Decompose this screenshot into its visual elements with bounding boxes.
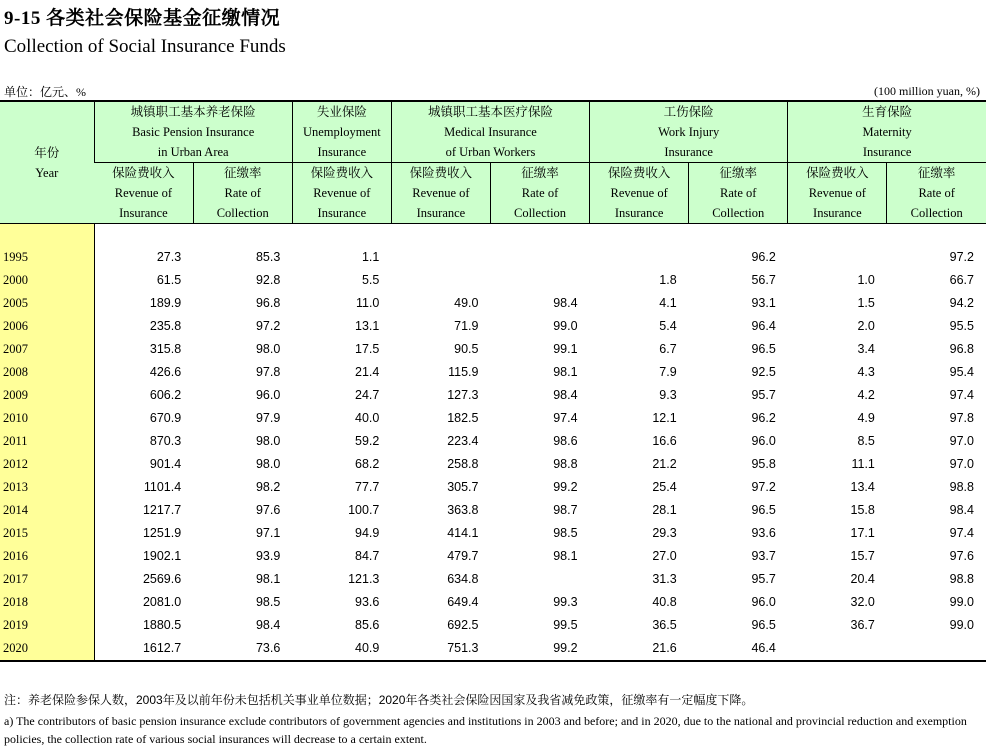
value-cell: 98.8 bbox=[949, 480, 974, 494]
value-cell: 98.0 bbox=[255, 434, 281, 448]
group-header-cn: 城镇职工基本养老保险 bbox=[130, 105, 256, 119]
value-cell: 36.7 bbox=[850, 618, 875, 632]
value-cell bbox=[391, 269, 490, 292]
subheader-label: 保险费收入 bbox=[607, 166, 671, 180]
value-cell: 96.5 bbox=[751, 342, 776, 356]
subheader-label: Collection bbox=[712, 206, 765, 220]
group-header-cn: 生育保险 bbox=[862, 105, 913, 119]
group-header-en: Insurance bbox=[862, 145, 912, 159]
year-cell: 2007 bbox=[0, 338, 94, 361]
subheader-label: Insurance bbox=[614, 206, 664, 220]
value-cell: 3.4 bbox=[857, 342, 875, 356]
value-cell: 97.0 bbox=[949, 457, 974, 471]
subheader-row bbox=[0, 163, 986, 224]
group-header-unemployment bbox=[292, 101, 391, 163]
year-header-en: Year bbox=[35, 165, 59, 180]
value-cell: 46.4 bbox=[689, 637, 788, 661]
value-cell: 98.0 bbox=[255, 457, 281, 471]
subheader-label: Collection bbox=[910, 206, 963, 220]
value-cell: 13.4 bbox=[850, 480, 875, 494]
value-cell: 77.7 bbox=[355, 480, 380, 494]
subheader-label: Insurance bbox=[416, 206, 466, 220]
value-cell: 670.9 bbox=[149, 411, 182, 425]
value-cell: 90.5 bbox=[454, 342, 479, 356]
subheader-label: Revenue of bbox=[610, 186, 668, 200]
value-cell: 71.9 bbox=[454, 319, 479, 333]
value-cell: 99.0 bbox=[949, 595, 974, 609]
spacer-cell bbox=[590, 224, 689, 247]
value-cell: 96.2 bbox=[751, 250, 776, 264]
value-cell: 27.0 bbox=[652, 549, 677, 563]
subheader-label: 征缴率 bbox=[223, 166, 262, 180]
table-row bbox=[0, 476, 986, 499]
value-cell: 40.9 bbox=[292, 637, 391, 661]
value-cell: 5.4 bbox=[659, 319, 677, 333]
subheader-label: Revenue of bbox=[808, 186, 866, 200]
value-cell: 98.1 bbox=[553, 549, 578, 563]
table-row bbox=[0, 384, 986, 407]
year-cell: 2017 bbox=[0, 568, 94, 591]
value-cell: 98.1 bbox=[255, 572, 281, 586]
value-cell: 36.5 bbox=[652, 618, 677, 632]
value-cell: 95.7 bbox=[751, 572, 776, 586]
table-row bbox=[0, 453, 986, 476]
value-cell bbox=[391, 246, 490, 269]
value-cell: 1.0 bbox=[857, 273, 875, 287]
value-cell: 29.3 bbox=[652, 526, 677, 540]
table-header bbox=[0, 101, 986, 224]
revenue-column-header bbox=[391, 163, 490, 224]
value-cell: 98.4 bbox=[553, 296, 578, 310]
page-title-en: Collection of Social Insurance Funds bbox=[4, 36, 286, 57]
unit-label-cn: 单位：亿元、% bbox=[4, 85, 86, 99]
group-header-en: Insurance bbox=[317, 145, 367, 159]
value-cell: 98.7 bbox=[553, 503, 578, 517]
group-header-cn: 失业保险 bbox=[316, 105, 367, 119]
value-cell: 97.2 bbox=[751, 480, 776, 494]
subheader-label: 保险费收入 bbox=[112, 166, 175, 180]
spacer-cell bbox=[94, 224, 193, 247]
year-cell: 2014 bbox=[0, 499, 94, 522]
value-cell: 115.9 bbox=[448, 365, 479, 379]
year-cell: 2013 bbox=[0, 476, 94, 499]
value-cell: 223.4 bbox=[447, 434, 479, 448]
year-column-header bbox=[0, 101, 94, 224]
spacer-cell bbox=[490, 224, 589, 247]
value-cell: 24.7 bbox=[355, 388, 380, 402]
value-cell: 98.8 bbox=[553, 457, 578, 471]
year-cell: 2006 bbox=[0, 315, 94, 338]
value-cell: 870.3 bbox=[149, 434, 182, 448]
value-cell: 85.6 bbox=[355, 618, 380, 632]
spacer-cell bbox=[292, 224, 391, 247]
value-cell: 634.8 bbox=[447, 572, 479, 586]
value-cell: 95.7 bbox=[751, 388, 776, 402]
subheader-label: 征缴率 bbox=[521, 166, 559, 180]
value-cell: 73.6 bbox=[193, 637, 292, 661]
value-cell: 5.5 bbox=[361, 273, 380, 287]
value-cell: 21.4 bbox=[355, 365, 380, 379]
value-cell: 96.4 bbox=[751, 319, 776, 333]
value-cell: 1880.5 bbox=[142, 618, 182, 632]
spacer-cell bbox=[788, 224, 887, 247]
value-cell: 49.0 bbox=[454, 296, 479, 310]
value-cell bbox=[490, 269, 589, 292]
year-cell: 2005 bbox=[0, 292, 94, 315]
spacer-cell bbox=[0, 224, 94, 247]
value-cell: 99.3 bbox=[553, 595, 578, 609]
rate-column-header bbox=[490, 163, 589, 224]
value-cell: 6.7 bbox=[659, 342, 677, 356]
value-cell: 40.0 bbox=[355, 411, 380, 425]
year-cell: 2015 bbox=[0, 522, 94, 545]
year-cell: 2009 bbox=[0, 384, 94, 407]
value-cell: 32.0 bbox=[850, 595, 875, 609]
value-cell: 96.5 bbox=[751, 618, 776, 632]
value-cell: 15.8 bbox=[850, 503, 875, 517]
table-row bbox=[0, 315, 986, 338]
value-cell: 479.7 bbox=[447, 549, 479, 563]
value-cell: 93.6 bbox=[355, 595, 380, 609]
value-cell: 66.7 bbox=[949, 273, 974, 287]
revenue-column-header bbox=[788, 163, 887, 224]
year-cell: 2010 bbox=[0, 407, 94, 430]
value-cell: 1217.7 bbox=[142, 503, 182, 517]
value-cell: 12.1 bbox=[652, 411, 677, 425]
value-cell: 97.8 bbox=[949, 411, 974, 425]
group-header-en: of Urban Workers bbox=[445, 145, 536, 159]
subheader-label: Rate of bbox=[224, 186, 261, 200]
table-row bbox=[0, 246, 986, 269]
revenue-column-header bbox=[292, 163, 391, 224]
subheader-label: 征缴率 bbox=[719, 166, 757, 180]
value-cell: 99.2 bbox=[490, 637, 589, 661]
value-cell: 127.3 bbox=[447, 388, 479, 402]
value-cell: 16.6 bbox=[652, 434, 677, 448]
value-cell: 96.8 bbox=[255, 296, 281, 310]
value-cell: 17.1 bbox=[850, 526, 875, 540]
value-cell bbox=[788, 637, 887, 661]
group-header-work-injury bbox=[590, 101, 788, 163]
subheader-label: Collection bbox=[513, 206, 567, 220]
value-cell: 98.4 bbox=[949, 503, 974, 517]
value-cell: 20.4 bbox=[850, 572, 875, 586]
spacer-row bbox=[0, 224, 986, 247]
group-header-en: Insurance bbox=[664, 145, 713, 159]
table-row bbox=[0, 499, 986, 522]
value-cell: 9.3 bbox=[659, 388, 677, 402]
value-cell: 59.2 bbox=[355, 434, 380, 448]
value-cell: 1902.1 bbox=[142, 549, 182, 563]
value-cell: 31.3 bbox=[652, 572, 677, 586]
value-cell: 99.0 bbox=[949, 618, 974, 632]
data-table bbox=[0, 100, 986, 662]
value-cell: 99.2 bbox=[553, 480, 578, 494]
value-cell: 97.1 bbox=[255, 526, 281, 540]
value-cell: 94.2 bbox=[949, 296, 974, 310]
group-header-medical bbox=[391, 101, 589, 163]
value-cell: 25.4 bbox=[652, 480, 677, 494]
table-row bbox=[0, 407, 986, 430]
year-cell: 2012 bbox=[0, 453, 94, 476]
value-cell: 96.0 bbox=[751, 595, 776, 609]
value-cell: 97.6 bbox=[949, 549, 974, 563]
value-cell: 4.1 bbox=[659, 296, 677, 310]
spacer-cell bbox=[193, 224, 292, 247]
value-cell: 92.5 bbox=[751, 365, 776, 379]
value-cell: 258.8 bbox=[447, 457, 479, 471]
year-cell: 1995 bbox=[0, 246, 94, 269]
table-row bbox=[0, 614, 986, 637]
value-cell: 1.1 bbox=[361, 250, 380, 264]
table-row bbox=[0, 522, 986, 545]
value-cell: 95.5 bbox=[949, 319, 974, 333]
value-cell: 751.3 bbox=[391, 637, 490, 661]
value-cell: 315.8 bbox=[149, 342, 182, 356]
value-cell: 93.1 bbox=[751, 296, 776, 310]
year-cell: 2008 bbox=[0, 361, 94, 384]
value-cell: 98.5 bbox=[553, 526, 578, 540]
value-cell: 692.5 bbox=[447, 618, 479, 632]
value-cell: 182.5 bbox=[447, 411, 479, 425]
subheader-label: Insurance bbox=[119, 206, 168, 220]
value-cell: 98.5 bbox=[255, 595, 281, 609]
value-cell: 68.2 bbox=[355, 457, 380, 471]
value-cell: 99.1 bbox=[553, 342, 578, 356]
value-cell: 40.8 bbox=[652, 595, 677, 609]
value-cell: 98.4 bbox=[255, 618, 281, 632]
value-cell: 1.5 bbox=[857, 296, 875, 310]
value-cell: 17.5 bbox=[355, 342, 380, 356]
value-cell: 2569.6 bbox=[142, 572, 182, 586]
table-row bbox=[0, 591, 986, 614]
value-cell: 1612.7 bbox=[94, 637, 193, 661]
revenue-column-header bbox=[94, 163, 193, 224]
group-header-en: Medical Insurance bbox=[444, 125, 537, 139]
value-cell: 96.2 bbox=[751, 411, 776, 425]
value-cell: 97.4 bbox=[949, 388, 974, 402]
group-header-en: Unemployment bbox=[302, 125, 381, 139]
value-cell: 98.4 bbox=[553, 388, 578, 402]
value-cell: 21.2 bbox=[652, 457, 677, 471]
value-cell: 649.4 bbox=[447, 595, 479, 609]
year-cell: 2011 bbox=[0, 430, 94, 453]
year-cell: 2016 bbox=[0, 545, 94, 568]
value-cell: 98.1 bbox=[553, 365, 578, 379]
group-header-en: in Urban Area bbox=[157, 145, 229, 159]
value-cell: 96.5 bbox=[751, 503, 776, 517]
value-cell: 93.6 bbox=[751, 526, 776, 540]
value-cell: 97.0 bbox=[949, 434, 974, 448]
value-cell: 98.6 bbox=[553, 434, 578, 448]
value-cell: 97.2 bbox=[949, 250, 974, 264]
value-cell: 11.0 bbox=[355, 296, 380, 310]
value-cell: 27.3 bbox=[156, 250, 182, 264]
value-cell: 11.1 bbox=[851, 457, 875, 471]
value-cell: 97.9 bbox=[255, 411, 281, 425]
value-cell: 13.1 bbox=[355, 319, 380, 333]
value-cell: 84.7 bbox=[355, 549, 380, 563]
value-cell bbox=[490, 568, 589, 591]
value-cell: 1101.4 bbox=[143, 480, 182, 494]
value-cell: 235.8 bbox=[149, 319, 182, 333]
table-row bbox=[0, 568, 986, 591]
value-cell: 606.2 bbox=[149, 388, 182, 402]
subheader-label: 保险费收入 bbox=[806, 166, 869, 180]
table-row bbox=[0, 269, 986, 292]
group-header-en: Basic Pension Insurance bbox=[132, 125, 255, 139]
value-cell: 1251.9 bbox=[142, 526, 182, 540]
value-cell: 189.9 bbox=[149, 296, 182, 310]
year-cell: 2019 bbox=[0, 614, 94, 637]
value-cell: 96.8 bbox=[949, 342, 974, 356]
subheader-label: 保险费收入 bbox=[409, 166, 473, 180]
value-cell: 99.0 bbox=[553, 319, 578, 333]
value-cell: 96.0 bbox=[255, 388, 281, 402]
subheader-label: Insurance bbox=[813, 206, 862, 220]
table-row bbox=[0, 430, 986, 453]
value-cell: 426.6 bbox=[149, 365, 182, 379]
subheader-label: Rate of bbox=[918, 186, 955, 200]
value-cell: 363.8 bbox=[447, 503, 479, 517]
value-cell: 2081.0 bbox=[142, 595, 182, 609]
year-header-cn: 年份 bbox=[34, 145, 60, 160]
table-row bbox=[0, 338, 986, 361]
subheader-label: Rate of bbox=[720, 186, 757, 200]
subheader-label: 保险费收入 bbox=[310, 166, 374, 180]
value-cell bbox=[590, 246, 689, 269]
value-cell: 4.2 bbox=[857, 388, 875, 402]
subheader-label: Revenue of bbox=[114, 186, 173, 200]
rate-column-header bbox=[887, 163, 986, 224]
table-row bbox=[0, 292, 986, 315]
subheader-label: Collection bbox=[216, 206, 269, 220]
value-cell: 8.5 bbox=[857, 434, 875, 448]
table-body bbox=[0, 224, 986, 662]
value-cell: 85.3 bbox=[255, 250, 281, 264]
group-header-en: Maternity bbox=[862, 125, 912, 139]
spacer-cell bbox=[391, 224, 490, 247]
value-cell: 97.4 bbox=[949, 526, 974, 540]
year-cell: 2020 bbox=[0, 637, 94, 661]
group-header-cn: 工伤保险 bbox=[663, 105, 714, 119]
rate-column-header bbox=[193, 163, 292, 224]
subheader-label: Insurance bbox=[317, 206, 367, 220]
value-cell: 7.9 bbox=[659, 365, 677, 379]
footnote-cn: 注：养老保险参保人数，2003年及以前年份未包括机关事业单位数据；2020年各类社会保险因国家及我省减免政策，征缴率有一定幅度下降。 bbox=[4, 693, 754, 707]
value-cell: 414.1 bbox=[447, 526, 479, 540]
footnote-en: a) The contributors of basic pension insurance exclude contributors of government agencies and institutions in 2003 and before; and in 2020, due to the national and provincial reduction and exemption policies, the collection rate of various social insurances will decrease to a certain extent. bbox=[4, 714, 967, 746]
value-cell bbox=[788, 246, 887, 269]
value-cell: 97.4 bbox=[553, 411, 578, 425]
subheader-label: Revenue of bbox=[412, 186, 470, 200]
value-cell: 98.2 bbox=[255, 480, 281, 494]
value-cell: 97.8 bbox=[255, 365, 281, 379]
value-cell: 100.7 bbox=[348, 503, 380, 517]
group-header-en: Work Injury bbox=[658, 125, 720, 139]
subheader-label: Rate of bbox=[521, 186, 559, 200]
value-cell: 28.1 bbox=[652, 503, 677, 517]
spacer-cell bbox=[887, 224, 986, 247]
group-header-pension bbox=[94, 101, 292, 163]
value-cell: 98.8 bbox=[949, 572, 974, 586]
value-cell: 121.3 bbox=[348, 572, 380, 586]
unit-label-en: (100 million yuan, %) bbox=[874, 84, 980, 98]
value-cell: 97.2 bbox=[255, 319, 281, 333]
value-cell: 96.0 bbox=[751, 434, 776, 448]
value-cell: 61.5 bbox=[156, 273, 182, 287]
year-cell: 2000 bbox=[0, 269, 94, 292]
value-cell: 15.7 bbox=[850, 549, 875, 563]
year-cell: 2018 bbox=[0, 591, 94, 614]
value-cell: 93.7 bbox=[751, 549, 776, 563]
value-cell: 98.0 bbox=[255, 342, 281, 356]
value-cell: 94.9 bbox=[355, 526, 380, 540]
value-cell: 97.6 bbox=[255, 503, 281, 517]
group-header-cn: 城镇职工基本医疗保险 bbox=[427, 105, 553, 119]
table-row bbox=[0, 545, 986, 568]
spacer-cell bbox=[689, 224, 788, 247]
table-row bbox=[0, 637, 986, 661]
value-cell: 1.8 bbox=[659, 273, 677, 287]
value-cell: 305.7 bbox=[447, 480, 479, 494]
rate-column-header bbox=[689, 163, 788, 224]
value-cell bbox=[887, 637, 986, 661]
value-cell: 95.8 bbox=[751, 457, 776, 471]
revenue-column-header bbox=[590, 163, 689, 224]
value-cell: 2.0 bbox=[857, 319, 875, 333]
value-cell: 93.9 bbox=[255, 549, 281, 563]
page-title-cn: 9-15 各类社会保险基金征缴情况 bbox=[4, 8, 281, 29]
value-cell: 95.4 bbox=[949, 365, 974, 379]
group-header-maternity bbox=[788, 101, 986, 163]
value-cell: 99.5 bbox=[553, 618, 578, 632]
table-row bbox=[0, 361, 986, 384]
value-cell: 56.7 bbox=[751, 273, 776, 287]
value-cell: 92.8 bbox=[255, 273, 281, 287]
value-cell bbox=[490, 246, 589, 269]
value-cell: 4.3 bbox=[857, 365, 875, 379]
subheader-label: 征缴率 bbox=[917, 166, 956, 180]
value-cell: 901.4 bbox=[149, 457, 182, 471]
value-cell: 4.9 bbox=[857, 411, 875, 425]
value-cell: 21.6 bbox=[590, 637, 689, 661]
subheader-label: Revenue of bbox=[313, 186, 371, 200]
